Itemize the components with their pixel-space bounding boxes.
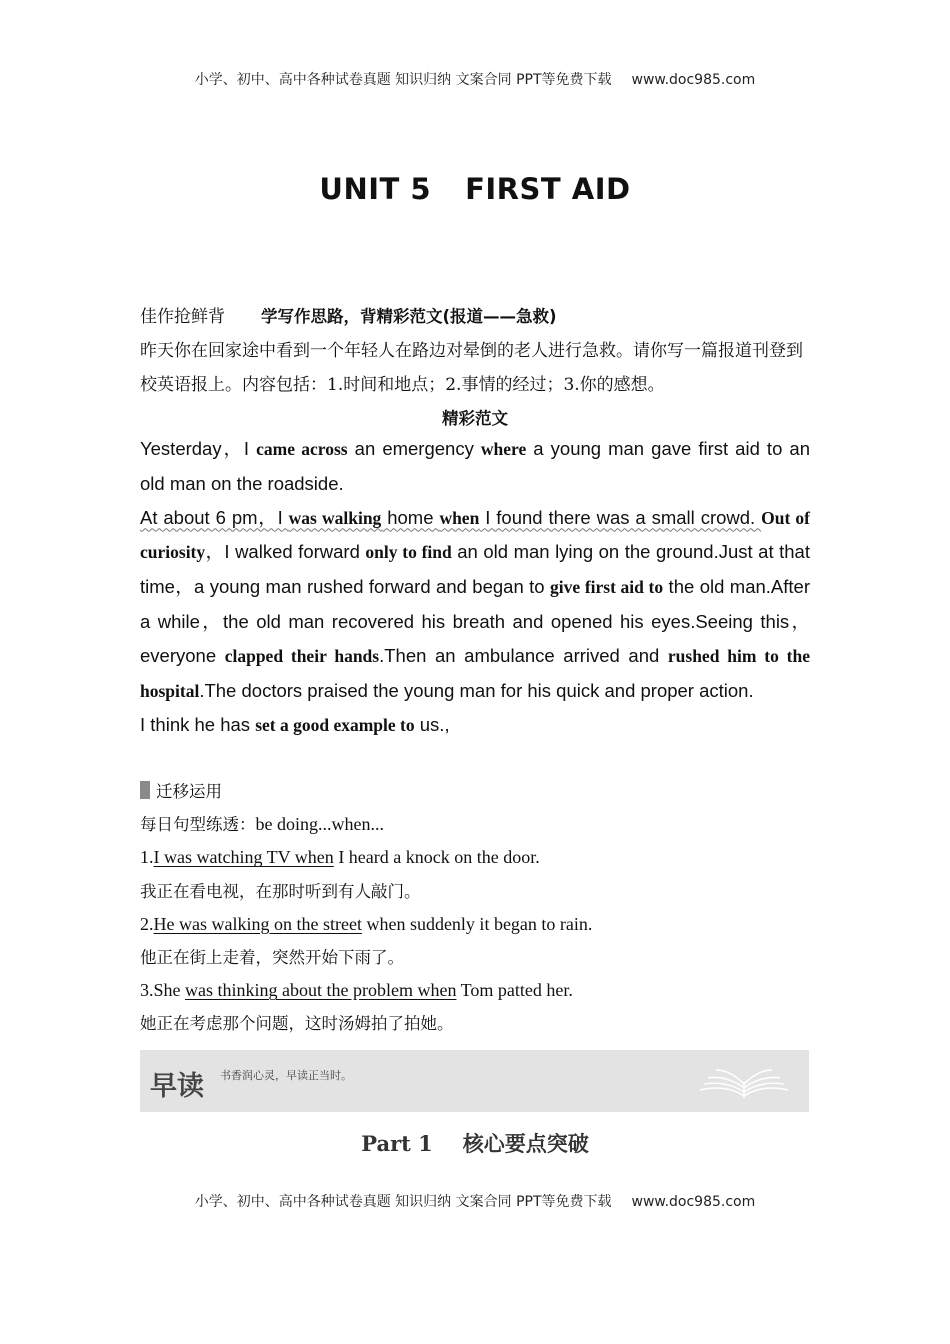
practice-item-1-translation: 我正在看电视，在那时听到有人敲门。 (140, 881, 421, 901)
writing-task (140, 300, 810, 436)
essay-heading: 精彩范文 (442, 409, 508, 428)
essay-paragraph-2: At about 6 pm，I was walking home when I found there was a small crowd. Out of curiosity，I walked forward only to find an old man lying on the ground.Just at that time，a young man rushed forward and began to give first aid to the old man.After a while，the old man recovered his breath and opened his eyes.Seeing this，everyone clapped their hands.Then an ambulance arrived and rushed him to the hospital.The doctors praised the young man for his quick and proper action. (140, 506, 811, 701)
unit-title (0, 172, 950, 206)
practice-item-2-translation: 他正在街上走着，突然开始下雨了。 (140, 948, 404, 968)
practice-item-3: 3.She was thinking about the problem when Tom patted her. (140, 980, 573, 1001)
practice-item-2: 2.He was walking on the street when suddenly it began to rain. (140, 913, 593, 934)
banner-title: 早读 (150, 1071, 204, 1102)
practice-item-3-translation: 她正在考虑那个问题，这时汤姆拍了拍她。 (140, 1014, 454, 1034)
practice-heading: 迁移运用 (140, 775, 810, 808)
page-header (0, 69, 950, 89)
footer-text: 小学、初中、高中各种试卷真题 知识归纳 文案合同 PPT等免费下载 (194, 1194, 612, 1210)
section-subtitle: 学写作思路，背精彩范文(报道——急救) (261, 307, 557, 326)
unit-name: FIRST AID (465, 172, 631, 206)
section-lead: 佳作抢鲜背 (140, 307, 225, 327)
page-footer (0, 1191, 950, 1211)
part-name: 核心要点突破 (462, 1131, 589, 1156)
practice-item-1: 1.I was watching TV when I heard a knock on the door. (140, 847, 540, 868)
banner-slogan: 书香润心灵，早读正当时。 (220, 1069, 352, 1082)
header-site-link[interactable]: www.doc985.com (631, 72, 756, 88)
footer-site-link[interactable]: www.doc985.com (631, 1194, 756, 1210)
part-title (0, 1128, 950, 1158)
practice-section (140, 775, 810, 1041)
section-marker-icon (140, 781, 150, 799)
essay-paragraph-1: Yesterday，I came across an emergency where a young man gave first aid to an old man on the roadside. (140, 438, 810, 494)
model-essay (140, 432, 810, 743)
pattern-line: 每日句型练透：be doing...when... (140, 814, 384, 835)
essay-paragraph-3: I think he has set a good example to us., (140, 714, 450, 736)
unit-number: UNIT 5 (319, 172, 432, 206)
header-text: 小学、初中、高中各种试卷真题 知识归纳 文案合同 PPT等免费下载 (194, 72, 612, 88)
part-number: Part 1 (361, 1131, 433, 1156)
open-book-icon (696, 1062, 792, 1102)
task-prompt: 昨天你在回家途中看到一个年轻人在路边对晕倒的老人进行急救。请你写一篇报道刊登到校英语报上。内容包括：1.时间和地点；2.事情的经过；3.你的感想。 (140, 341, 803, 395)
morning-reading-banner (140, 1050, 809, 1112)
